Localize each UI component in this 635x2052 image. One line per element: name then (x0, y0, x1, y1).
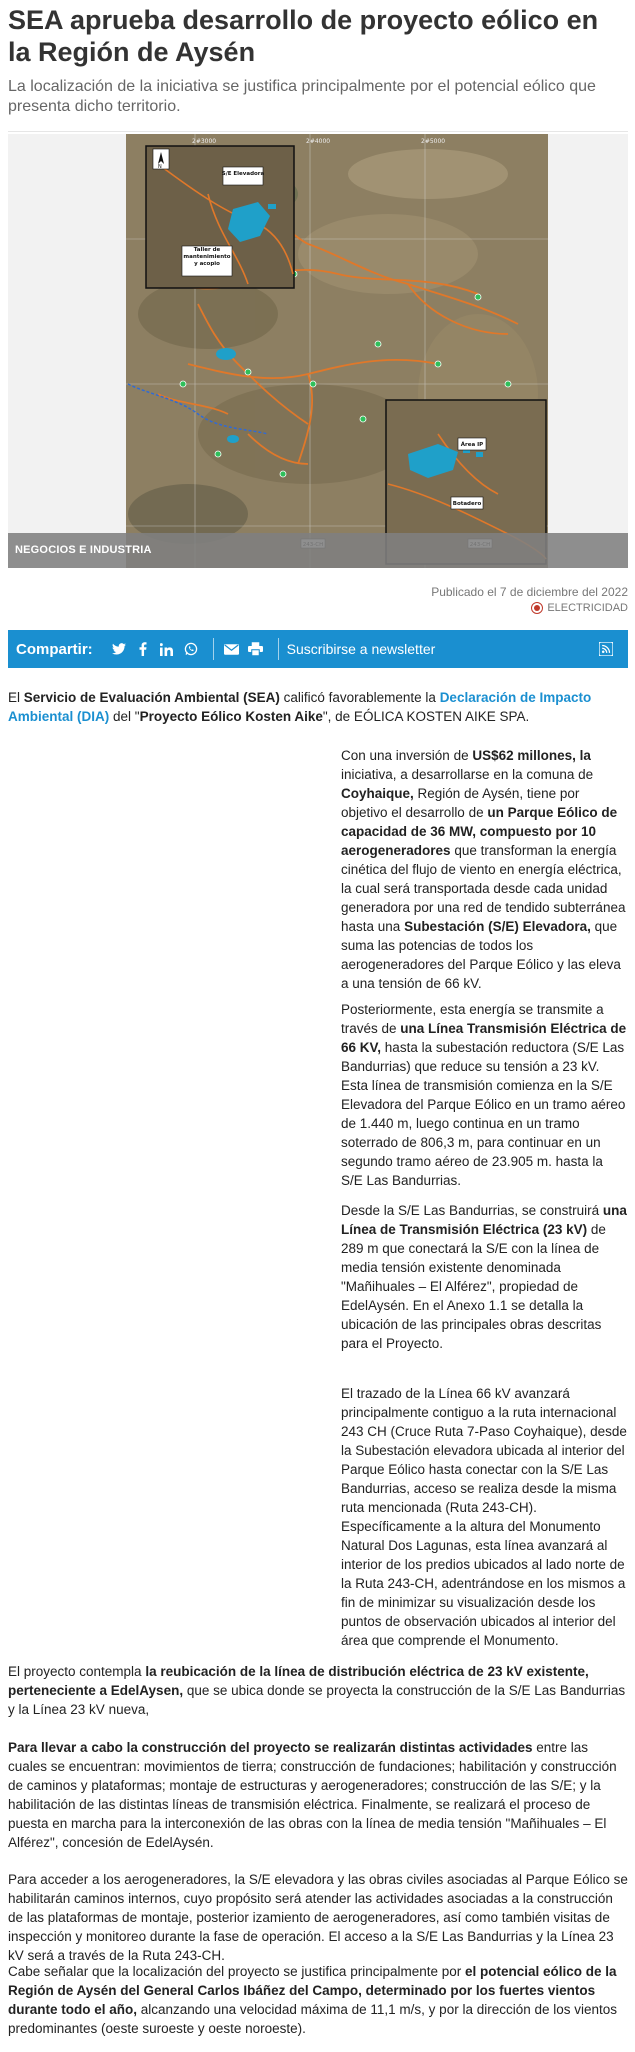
intro-paragraph: El Servicio de Evaluación Ambiental (SEA) calificó favorablemente la Declaración de Impacto Ambiental (DIA) del "Proyecto Eólico Kosten Aike", de EÓLICA KOSTEN AIKE SPA. (8, 690, 592, 724)
paragraph: Para llevar a cabo la construcción del proyecto se realizarán distintas actividades entre las cuales se encuentran: movimientos de tierra; construcción de fundaciones; habilitación y construcción de caminos y plataformas; montaje de estructuras y aerogeneradores; construcción de las S/E; y la habilitación de las distintas líneas de transmisión eléctrica. Finalmente, se realizará el proceso de puesta en marcha para la interconexión de las obras con la línea de media tensión "Mañihuales – El Alférez", concesión de EdelAysén. (8, 1740, 617, 1850)
map-label-taller: Taller de mantenimiento y acopio (183, 247, 231, 267)
category-label: ELECTRICIDAD (547, 602, 628, 614)
divider (278, 638, 279, 660)
paragraph: El trazado de la Línea 66 kV avanzará principalmente contiguo a la ruta internacional 243 CH (Cruce Ruta 7-Paso Coyhaique), desde la Subestación elevadora ubicada al interior del Parque Eólico hasta conectar con la S/E Las Bandurrias, acceso se realiza desde la misma ruta mencionada (Ruta 243-CH). Específicamente a la altura del Monumento Natural Dos Lagunas, esta línea avanzará al interior de los predios ubicados al lado norte de la Ruta 243-CH, adentrándose en los mismos a fin de minimizar su visualización desde los puntos de observación ubicados al interior del área que comprende el Monumento. (341, 1386, 627, 1648)
publish-date: Publicado el 7 de diciembre del 2022 (431, 585, 628, 599)
facebook-icon[interactable] (133, 639, 153, 659)
project-map (8, 134, 628, 568)
share-bar (8, 630, 628, 668)
twitter-icon[interactable] (109, 639, 129, 659)
category-icon (531, 602, 543, 614)
paragraph: Cabe señalar que la localización del proyecto se justifica principalmente por el potencial eólico de la Región de Aysén del General Carlos Ibáñez del Campo, determinado por los fuertes vientos durante todo el año, alcanzando una velocidad máxima de 11,1 m/s, y por la dirección de los vientos predominantes (oeste suroeste y oeste noroeste). (8, 1964, 618, 2036)
section-tag[interactable]: NEGOCIOS E INDUSTRIA (8, 533, 628, 568)
map-label-se: S/E Elevadora (221, 171, 265, 177)
share-label: Compartir: (16, 640, 93, 658)
map-label-area-ip: Área IP (460, 442, 484, 448)
paragraph: Desde la S/E Las Bandurrias, se construirá una Línea de Transmisión Eléctrica (23 kV) de 289 m que conectará la S/E con la línea de media tensión existente denominada "Mañihuales – El Alférez", propiedad de EdelAysén. En el Anexo 1.1 se detalla la ubicación de las principales obras descritas para el Proyecto. (341, 1203, 627, 1351)
article-subtitle: La localización de la iniciativa se justifica principalmente por el potencial eólico que presenta dicho territorio. (8, 78, 596, 115)
dia-link[interactable]: Declaración de Impacto Ambiental (DIA) (8, 690, 592, 724)
paragraph: El proyecto contempla la reubicación de la línea de distribución eléctrica de 23 kV existente, perteneciente a EdelAysen, que se ubica donde se proyecta la construcción de la S/E Las Bandurrias y la Línea 23 kV nueva, (8, 1664, 626, 1717)
divider (213, 638, 214, 660)
rss-icon[interactable] (596, 639, 616, 659)
newsletter-link[interactable]: Suscribirse a newsletter (286, 641, 436, 657)
whatsapp-icon[interactable] (181, 639, 201, 659)
email-icon[interactable] (222, 639, 242, 659)
grid-label: 2#3000 (192, 138, 217, 145)
paragraph: Posteriormente, esta energía se transmite a través de una Línea Transmisión Eléctrica de 66 KV, hasta la subestación reductora (S/E Las Bandurrias) que reduce su tensión a 23 kV. Esta línea de transmisión comienza en la S/E Elevadora del Parque Eólico en un tramo aéreo de 1.440 m, luego continua en un tramo soterrado de 806,3 m, para continuar en un segundo tramo aéreo de 23.905 m. hasta la S/E Las Bandurrias. (341, 1002, 627, 1188)
paragraph: Con una inversión de US$62 millones, la iniciativa, a desarrollarse en la comuna de Coyhaique, Región de Aysén, tiene por objetivo el desarrollo de un Parque Eólico de capacidad de 36 MW, compuesto por 10 aerogeneradores que transforman la energía cinética del flujo de viento en energía eléctrica, la cual será transportada desde cada unidad generadora por una red de tendido subterránea hasta una Subestación (S/E) Elevadora, que suma las potencias de todos los aerogeneradores del Parque Eólico y las eleva a una tensión de 66 kV. (341, 748, 626, 991)
north-arrow-label: N (158, 164, 162, 170)
category-tag[interactable] (531, 602, 628, 614)
print-icon[interactable] (246, 639, 266, 659)
grid-label: 2#4000 (306, 138, 331, 145)
map-label-botadero: Botadero (452, 501, 482, 507)
hero-image[interactable] (8, 134, 628, 568)
linkedin-icon[interactable] (157, 639, 177, 659)
article-title: SEA aprueba desarrollo de proyecto eólico en la Región de Aysén (8, 5, 599, 67)
grid-label: 2#5000 (421, 138, 446, 145)
divider (8, 131, 628, 132)
paragraph: Para acceder a los aerogeneradores, la S/E elevadora y las obras civiles asociadas al Parque Eólico se habilitarán caminos internos, cuyo propósito será atender las actividades asociadas a la construcción de las plataformas de montaje, posterior izamiento de aerogeneradores, así como también visitas de inspección y monitoreo durante la fase de operación. El acceso a la S/E Las Bandurrias y la Línea 23 kV será a través de la Ruta 243-CH. (8, 1872, 628, 1963)
